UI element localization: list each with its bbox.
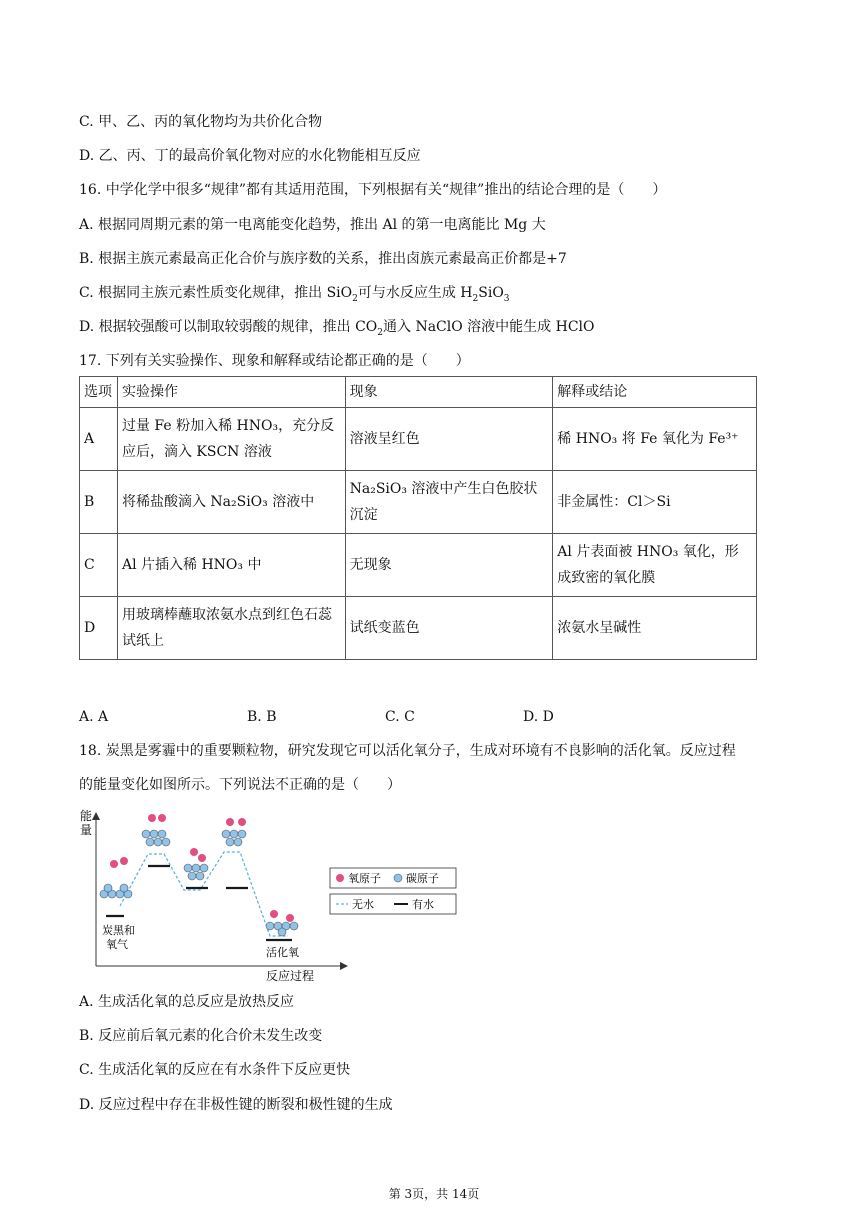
table-cell-conclusion: 稀 HNO₃ 将 Fe 氧化为 Fe³⁺ (553, 408, 757, 471)
table-header-cell: 实验操作 (117, 377, 345, 408)
q15-option-d: D. 乙、丙、丁的最高价氧化物对应的水化物能相互反应 (79, 148, 421, 164)
table-cell-option: A (80, 408, 118, 471)
table-header-row (80, 377, 757, 408)
table-cell-phenomenon: 无现象 (345, 534, 553, 597)
table-cell-phenomenon: Na₂SiO₃ 溶液中产生白色胶状沉淀 (345, 471, 553, 534)
molecule-int (184, 848, 208, 880)
q16-option-d: D. 根据较强酸可以制取较弱酸的规律，推出 $CO_2$通入 NaClO 溶液中能生成 HClO (79, 319, 595, 338)
table-cell-phenomenon: 溶液呈红色 (345, 408, 553, 471)
q18-option-b: B. 反应前后氧元素的化合价未发生改变 (79, 1028, 323, 1044)
end-label: 活化氧 (266, 946, 299, 959)
molecule-ts1 (142, 814, 170, 846)
energy-diagram (76, 802, 466, 988)
legend-carbon: 碳原子 (406, 872, 439, 885)
table-row (80, 408, 757, 471)
q16-stem: 16. 中学化学中很多“规律”都有其适用范围，下列根据有关“规律”推出的结论合理的是（ ） (79, 182, 667, 198)
q18-option-a: A. 生成活化氧的总反应是放热反应 (79, 994, 295, 1010)
table-row (80, 597, 757, 660)
table-cell-option: C (80, 534, 118, 597)
q17-answer-b: B. B (247, 709, 277, 725)
q17-table (79, 376, 757, 660)
page-footer: 第 3页，共 14页 (388, 1187, 480, 1201)
legend-no-water: 无水 (352, 898, 374, 911)
y-axis-label-1: 能 (80, 809, 93, 823)
q17-answer-d: D. D (523, 709, 554, 725)
table-header-cell: 现象 (345, 377, 553, 408)
legend-oxygen: 氧原子 (348, 872, 381, 885)
table-cell-conclusion: 浓氨水呈碱性 (553, 597, 757, 660)
y-axis-label-2: 量 (80, 823, 93, 837)
x-axis-label: 反应过程 (266, 969, 315, 983)
energy-diagram-svg (76, 802, 466, 984)
molecule-end (266, 910, 298, 936)
table-cell-conclusion: 非金属性：Cl＞Si (553, 471, 757, 534)
legend (330, 868, 456, 914)
q18-option-c: C. 生成活化氧的反应在有水条件下反应更快 (79, 1062, 351, 1078)
table-header-cell: 解释或结论 (553, 377, 757, 408)
table-cell-option: B (80, 471, 118, 534)
q16-option-c: C. 根据同主族元素性质变化规律，推出 SiO$_2$可与水反应生成 $H_2SiO_3$ (79, 285, 510, 304)
table-cell-option: D (80, 597, 118, 660)
q18-stem-line1: 18. 炭黑是雾霾中的重要颗粒物，研究发现它可以活化氧分子，生成对环境有不良影响的活化氧。反应过程 (79, 743, 736, 759)
table-cell-operation: Al 片插入稀 HNO₃ 中 (117, 534, 345, 597)
q17-answer-c: C. C (385, 709, 415, 725)
molecule-ts2 (222, 818, 246, 846)
table-row (80, 534, 757, 597)
q18-option-d: D. 反应过程中存在非极性键的断裂和极性键的生成 (79, 1097, 393, 1113)
start-label-1: 炭黑和 (102, 924, 135, 937)
table-row (80, 471, 757, 534)
table-cell-operation: 过量 Fe 粉加入稀 HNO₃，充分反应后，滴入 KSCN 溶液 (117, 408, 345, 471)
molecule-start (100, 857, 132, 898)
table-cell-conclusion: Al 片表面被 HNO₃ 氧化，形成致密的氧化膜 (553, 534, 757, 597)
q17-stem: 17. 下列有关实验操作、现象和解释或结论都正确的是（ ） (79, 353, 470, 369)
q18-stem-line2: 的能量变化如图所示。下列说法不正确的是（ ） (79, 777, 401, 793)
table-cell-operation: 将稀盐酸滴入 Na₂SiO₃ 溶液中 (117, 471, 345, 534)
table-header-cell: 选项 (80, 377, 118, 408)
table-cell-operation: 用玻璃棒蘸取浓氨水点到红色石蕊试纸上 (117, 597, 345, 660)
table-cell-phenomenon: 试纸变蓝色 (345, 597, 553, 660)
q16-option-b: B. 根据主族元素最高正化合价与族序数的关系，推出卤族元素最高正价都是+7 (79, 251, 567, 267)
start-label-2: 氧气 (106, 938, 128, 951)
q17-answer-a: A. A (79, 709, 109, 725)
q15-option-c: C. 甲、乙、丙的氧化物均为共价化合物 (79, 114, 323, 130)
legend-water: 有水 (412, 898, 434, 911)
q16-option-a: A. 根据同周期元素的第一电离能变化趋势，推出 Al 的第一电离能比 Mg 大 (79, 217, 546, 233)
